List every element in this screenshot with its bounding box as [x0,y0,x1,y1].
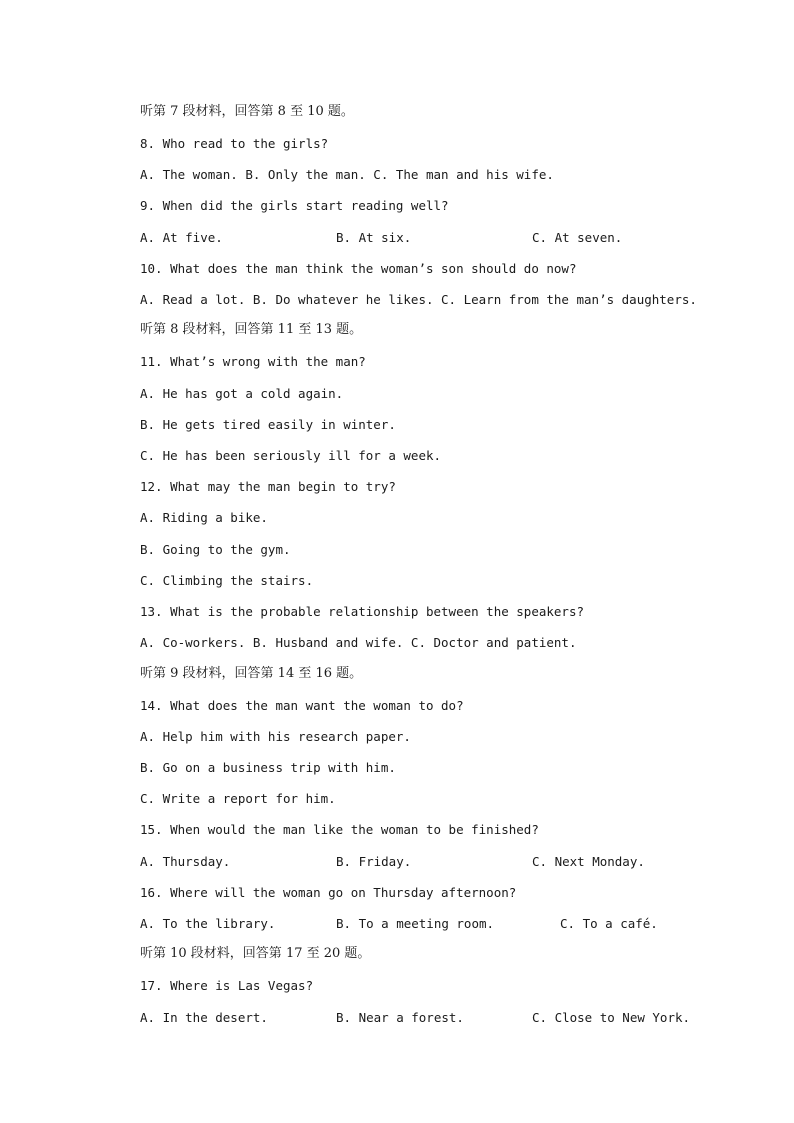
option-b: B. At six. [336,230,412,245]
question-10: 10. What does the man think the woman’s son should do now? [140,261,577,276]
question-14: 14. What does the man want the woman to do? [140,698,464,713]
question-8-options: A. The woman. B. Only the man. C. The man and his wife. [140,167,554,182]
question-12: 12. What may the man begin to try? [140,479,396,494]
question-14-option-a: A. Help him with his research paper. [140,729,411,744]
option-a: A. Thursday. [140,854,231,869]
section-8-heading: 听第 8 段材料，回答第 11 至 13 题。 [140,322,363,337]
question-12-option-b: B. Going to the gym. [140,542,291,557]
question-12-option-c: C. Climbing the stairs. [140,573,314,588]
question-16: 16. Where will the woman go on Thursday afternoon? [140,885,517,900]
question-14-option-b: B. Go on a business trip with him. [140,760,396,775]
question-17-options [140,1010,700,1026]
option-c: C. Next Monday. [532,854,645,869]
option-c: C. To a café. [560,916,658,931]
section-10-heading: 听第 10 段材料，回答第 17 至 20 题。 [140,946,371,961]
question-15-options [140,854,700,870]
option-a: A. To the library. [140,916,276,931]
question-17: 17. Where is Las Vegas? [140,978,314,993]
option-b: B. To a meeting room. [336,916,495,931]
question-13-options: A. Co-workers. B. Husband and wife. C. Doctor and patient. [140,635,577,650]
option-c: C. Close to New York. [532,1010,691,1025]
question-11: 11. What’s wrong with the man? [140,354,366,369]
question-10-options: A. Read a lot. B. Do whatever he likes. C. Learn from the man’s daughters. [140,292,697,307]
question-12-option-a: A. Riding a bike. [140,510,268,525]
option-b: B. Near a forest. [336,1010,464,1025]
question-8: 8. Who read to the girls? [140,136,329,151]
question-16-options [140,916,700,932]
section-7-heading: 听第 7 段材料，回答第 8 至 10 题。 [140,104,354,119]
option-b: B. Friday. [336,854,412,869]
question-13: 13. What is the probable relationship between the speakers? [140,604,585,619]
question-11-option-c: C. He has been seriously ill for a week. [140,448,442,463]
question-9-options [140,230,700,246]
option-c: C. At seven. [532,230,623,245]
section-9-heading: 听第 9 段材料，回答第 14 至 16 题。 [140,666,363,681]
question-15: 15. When would the man like the woman to be finished? [140,822,539,837]
option-a: A. At five. [140,230,223,245]
question-11-option-a: A. He has got a cold again. [140,386,344,401]
question-14-option-c: C. Write a report for him. [140,791,336,806]
option-a: A. In the desert. [140,1010,268,1025]
question-11-option-b: B. He gets tired easily in winter. [140,417,396,432]
question-9: 9. When did the girls start reading well? [140,198,449,213]
